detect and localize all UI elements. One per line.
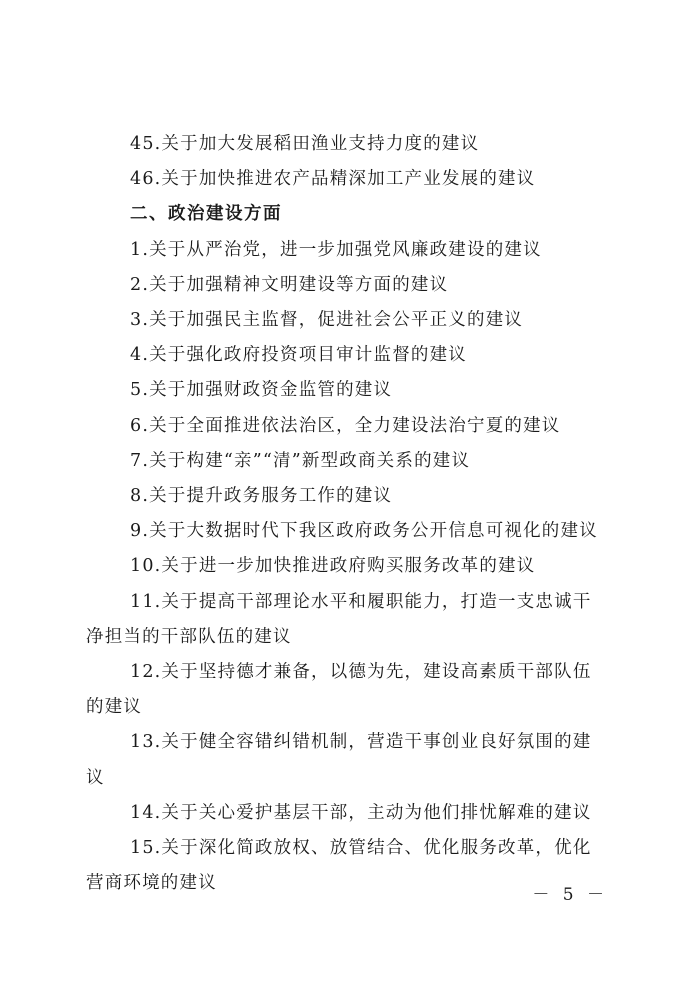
list-item: 8.关于提升政务服务工作的建议	[130, 486, 393, 507]
document-body	[86, 127, 610, 901]
list-item: 2.关于加强精神文明建设等方面的建议	[130, 274, 449, 295]
section-heading: 二、政治建设方面	[130, 204, 282, 225]
list-item: 45.关于加大发展稻田渔业支持力度的建议	[130, 134, 480, 154]
list-item: 46.关于加快推进农产品精深加工产业发展的建议	[130, 169, 536, 190]
page-number: － 5 －	[532, 885, 608, 905]
list-item: 10.关于进一步加快推进政府购买服务改革的建议	[130, 556, 536, 577]
list-item: 11.关于提高干部理论水平和履职能力，打造一支忠诚干净担当的干部队伍的建议	[86, 591, 592, 647]
list-item: 7.关于构建“亲”“清”新型政商关系的建议	[130, 450, 471, 471]
list-item: 12.关于坚持德才兼备，以德为先，建设高素质干部队伍的建议	[86, 662, 592, 718]
list-item: 6.关于全面推进依法治区，全力建设法治宁夏的建议	[130, 415, 561, 436]
list-item: 15.关于深化简政放权、放管结合、优化服务改革，优化营商环境的建议	[86, 838, 592, 894]
list-item: 14.关于关心爱护基层干部，主动为他们排忧解难的建议	[130, 802, 592, 823]
list-item: 4.关于强化政府投资项目审计监督的建议	[130, 345, 467, 366]
list-item: 5.关于加强财政资金监管的建议	[130, 380, 393, 401]
list-item: 9.关于大数据时代下我区政府政务公开信息可视化的建议	[130, 521, 598, 542]
list-item: 1.关于从严治党，进一步加强党风廉政建设的建议	[130, 239, 542, 260]
list-item: 3.关于加强民主监督，促进社会公平正义的建议	[130, 310, 524, 331]
list-item: 13.关于健全容错纠错机制，营造干事创业良好氛围的建议	[86, 732, 592, 788]
